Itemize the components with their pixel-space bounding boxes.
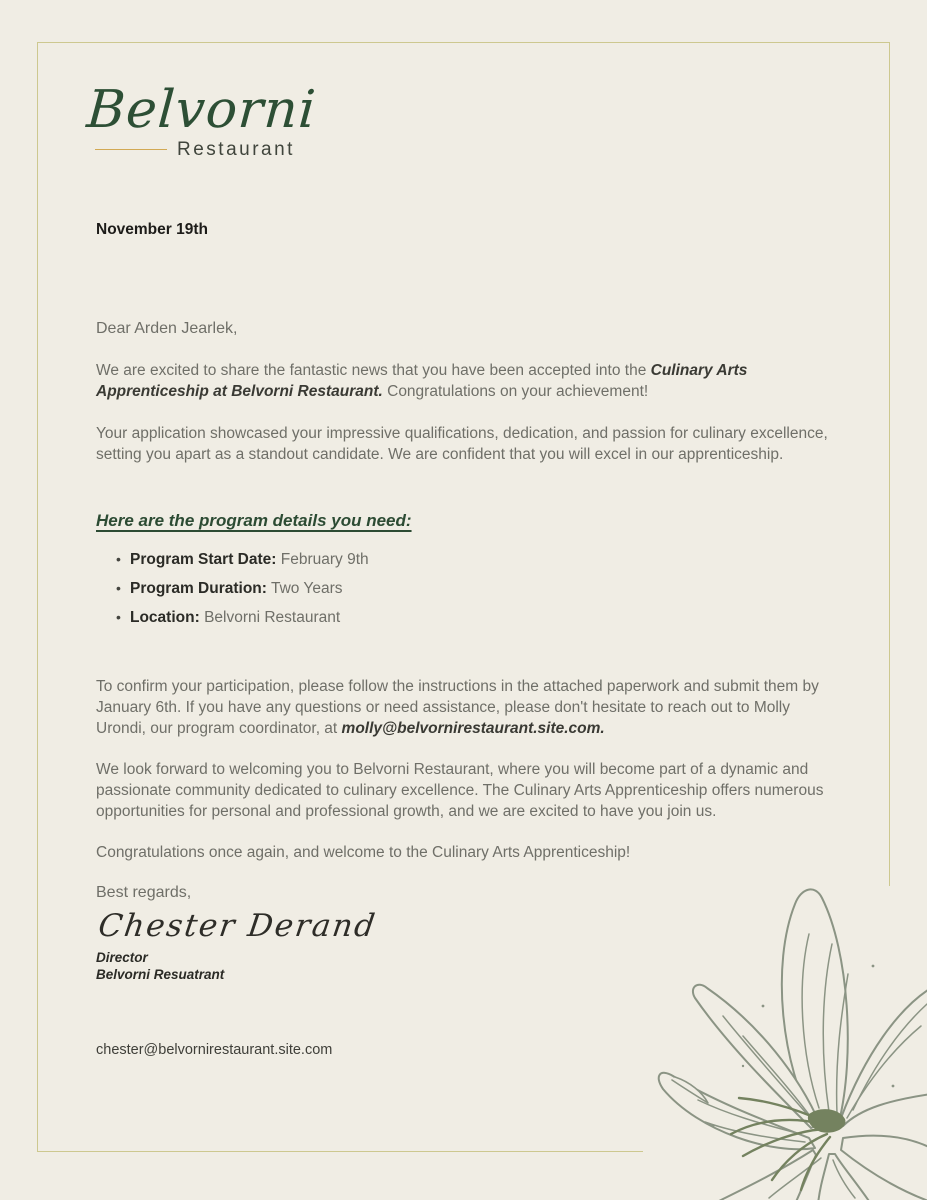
detail-label: Location: <box>130 608 200 626</box>
gold-accent-line <box>95 149 167 150</box>
detail-item-location <box>116 607 833 628</box>
detail-value: Belvorni Restaurant <box>204 608 341 626</box>
coordinator-email: molly@belvornirestaurant.site.com. <box>341 719 605 737</box>
para-congrats: Congratulations once again, and welcome to the Culinary Arts Apprenticeship! <box>96 843 631 861</box>
detail-label: Program Start Date: <box>130 550 277 568</box>
signer-block <box>96 949 833 983</box>
para-acceptance-after: Congratulations on your achievement! <box>382 382 649 400</box>
closing: Best regards, <box>96 883 192 901</box>
para-qualifications: Your application showcased your impressive qualifications, dedication, and passion for culinary excellence, setting you apart as a standout candidate. We are confident that you will excel in our apprenticeship. <box>96 424 828 463</box>
letter-date: November 19th <box>96 220 208 238</box>
detail-item-duration <box>116 578 833 599</box>
contact-email: chester@belvornirestaurant.site.com <box>96 1041 333 1058</box>
para-acceptance <box>96 360 833 402</box>
details-list <box>96 549 833 628</box>
detail-value: Two Years <box>270 579 343 597</box>
para-confirm <box>96 676 833 739</box>
detail-item-start-date <box>116 549 833 570</box>
para-acceptance-emphasis: Culinary Arts Apprenticeship at Belvorni Restaurant. <box>96 361 748 400</box>
brand-logo: Belvorni <box>84 80 319 140</box>
signer-title: Director <box>96 949 148 965</box>
para-welcome: We look forward to welcoming you to Belvorni Restaurant, where you will become part of a dynamic and passionate community dedicated to culinary excellence. The Culinary Arts Apprenticeship offers numerous opportunities for personal and professional growth, and we are excited to have you join us. <box>96 760 824 820</box>
signature: Chester Derand <box>96 907 379 944</box>
para-acceptance-text: We are excited to share the fantastic news that you have been accepted into the <box>96 361 651 379</box>
detail-value: February 9th <box>280 550 369 568</box>
details-heading: Here are the program details you need: <box>96 510 412 530</box>
greeting: Dear Arden Jearlek, <box>96 319 238 337</box>
letter-content <box>84 0 833 1060</box>
para-confirm-text: To confirm your participation, please follow the instructions in the attached paperwork and submit them by January 6th. If you have any questions or need assistance, please don't hesitate to reach out to Molly Urondi, our program coordinator, at <box>96 677 819 737</box>
brand-subtitle-row <box>95 140 833 160</box>
signer-org: Belvorni Resuatrant <box>96 966 225 982</box>
brand-subtitle: Restaurant <box>177 138 295 160</box>
detail-label: Program Duration: <box>130 579 267 597</box>
brand-header <box>84 80 833 160</box>
